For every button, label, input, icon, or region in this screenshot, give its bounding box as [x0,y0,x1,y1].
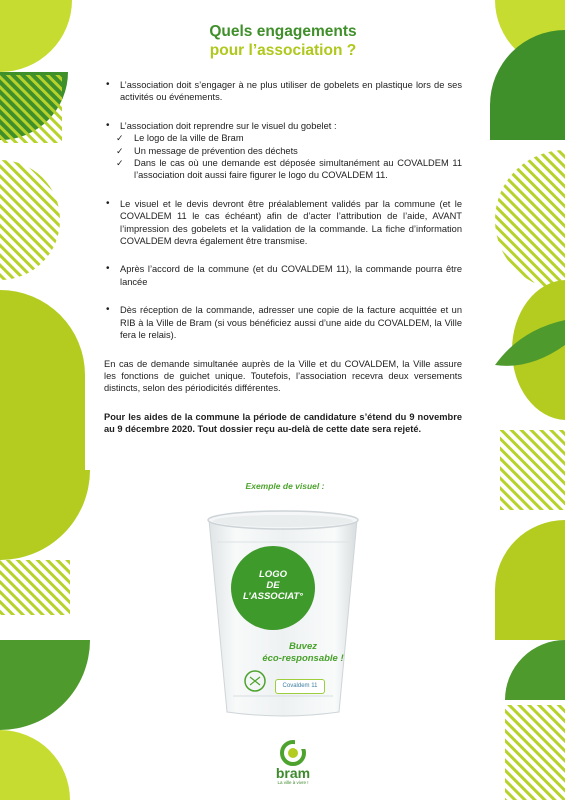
check-item: ✓ Un message de prévention des déchets [104,145,462,157]
deco-shape [490,30,565,140]
main-content [104,22,462,436]
list-item: • Après l’accord de la commune (et du COVALDEM 11), la commande pourra être lancée [104,263,462,288]
commitments-list [104,79,462,104]
deco-shape [0,290,85,470]
deco-leaf [495,320,565,366]
deco-shape [0,730,70,800]
deco-stripes [500,430,565,510]
deco-shape [512,280,565,420]
page-title [104,22,462,60]
covaldem-logo: Covaldem 11 [275,679,325,694]
cup-slogan [248,641,358,665]
bram-swirl-icon [280,740,306,766]
check-item: ✓ Le logo de la ville de Bram [104,132,462,144]
deco-stripes [505,705,565,800]
list-item: • Dès réception de la commande, adresser une copie de la facture acquittée et un RIB à la Ville de Bram (si vous bénéficiez aussi d’une aide du COVALDEM, la Ville fera le relais). [104,304,462,341]
logo-text-line: LOGO [259,569,287,580]
commitments-list [104,263,462,288]
commitments-list [104,304,462,341]
slogan-line: éco-responsable ! [262,653,344,664]
deadline-paragraph: Pour les aides de la commune la période de candidature s’étend du 9 novembre au 9 décembre 2020. Tout dossier reçu au-delà de cette date sera rejeté. [104,411,462,435]
check-item: ✓ Dans le cas où une demande est déposée simultanément au COVALDEM 11 l’association doit aussi faire figurer le logo du COVALDEM 11. [104,157,462,182]
deco-stripes [0,560,70,615]
logo-text-line: DE [266,580,280,591]
bram-logo [270,740,316,795]
slogan-line: Buvez [289,641,317,652]
list-item: • L’association doit s’engager à ne plus utiliser de gobelets en plastique lors de ses activités ou événements. [104,79,462,104]
deco-shape [0,0,72,72]
list-item: • Le visuel et le devis devront être préalablement validés par la commune (et le COVALDEM 11 le cas échéant) afin de d’acter l’attribution de l’aide, AVANT l’impression des gobelets et la validation de la commande. La fiche d’information COVALDEM devra également être transmise. [104,198,462,248]
commitments-list [104,198,462,248]
deco-shape [0,640,90,730]
logo-placeholder-text [233,569,313,602]
deco-shape [0,72,68,140]
logo-text-line: L’ASSOCIAT° [243,591,303,602]
deco-stripes [0,75,62,143]
deco-stripes [0,160,60,280]
title-line-2: pour l’association ? [209,42,357,59]
deco-shape [0,470,90,560]
title-line-1: Quels engagements [209,23,357,40]
visual-requirements-list [104,132,462,182]
deco-shape [505,640,565,700]
visual-caption: Exemple de visuel : [245,481,325,491]
commitments-list [104,120,462,132]
list-item-text: L’association doit reprendre sur le visuel du gobelet : [120,120,337,131]
single-window-paragraph: En cas de demande simultanée auprès de la Ville et du COVALDEM, la Ville assure les fonctions de guichet unique. Toutefois, l’association recevra deux versements distincts, selon des périodicités différentes. [104,358,462,394]
deco-shape [495,0,565,70]
bram-tagline: La ville à vivre ! [277,780,309,785]
list-item [104,120,462,132]
deco-shape [495,520,565,640]
deco-stripes [495,150,565,290]
bram-name: bram [275,765,311,781]
